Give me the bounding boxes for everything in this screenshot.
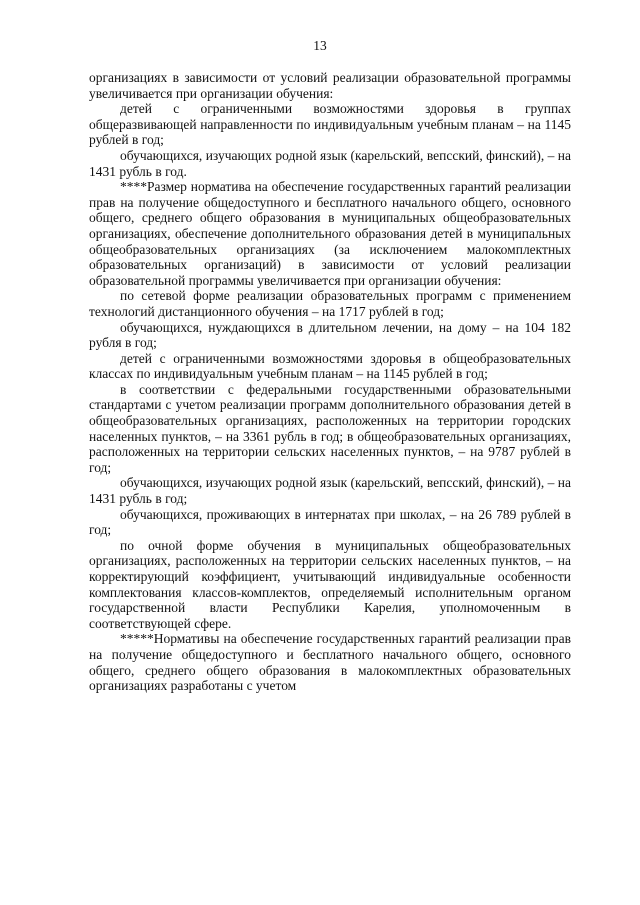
paragraph-boarding-schools: обучающихся, проживающих в интернатах при школах, – на 26 789 рублей в год;: [89, 506, 571, 538]
page-number: 13: [313, 38, 327, 53]
paragraph-footnote-4-stars: ****Размер норматива на обеспечение государственных гарантий реализации прав на получение общедоступного и бесплатного начального общего, основного общего, среднего общего образования в муниципальных общеобразовательных организациях, обеспечение дополнительного образования детей в муниципальных общеобразовательных организациях (за исключением малокомплектных образовательных организаций) в зависимости от условий реализации образовательной программы увеличивается при организации обучения:: [89, 179, 571, 288]
paragraph-home-schooling: обучающихся, нуждающихся в длительном лечении, на дому – на 104 182 рубля в год;: [89, 319, 571, 351]
paragraph-rural-coefficient: по очной форме обучения в муниципальных общеобразовательных организациях, расположенных на территории сельских населенных пунктов, – на корректирующий коэффициент, учитывающий индивидуальные особенности комплектования классов-комплектов, определяемый исполнительным органом государственной власти Республики Карелия, уполномоченным в соответствующей сфере.: [89, 537, 571, 631]
paragraph-distance-learning: по сетевой форме реализации образовательных программ с применением технологий дистанционного обучения – на 1717 рублей в год;: [89, 288, 571, 319]
document-body: [89, 70, 571, 694]
paragraph-limited-health-groups: детей с ограниченными возможностями здоровья в группах общеразвивающей направленности по индивидуальным учебным планам – на 1145 рублей в год;: [89, 101, 571, 148]
paragraph-continuation: организациях в зависимости от условий реализации образовательной программы увеличивается при организации обучения:: [89, 70, 571, 101]
paragraph-footnote-5-stars: *****Нормативы на обеспечение государственных гарантий реализации прав на получение общедоступного и бесплатного начального общего, основного общего, среднего общего образования в малокомплектных образовательных организациях разработаны с учетом: [89, 631, 571, 694]
paragraph-native-language-school: обучающихся, изучающих родной язык (карельский, вепсский, финский), – на 1431 рубль в год;: [89, 475, 571, 507]
paragraph-limited-health-classes: детей с ограниченными возможностями здоровья в общеобразовательных классах по индивидуальным учебным планам – на 1145 рублей в год;: [89, 350, 571, 382]
paragraph-fgos-standards: в соответствии с федеральными государственными образовательными стандартами с учетом реализации программ дополнительного образования детей в общеобразовательных организациях, расположенных на территории городских населенных пунктов, – на 3361 рубль в год; в общеобразовательных организациях, расположенных на территории сельских населенных пунктов, – на 9787 рублей в год;: [89, 381, 571, 475]
paragraph-native-language-preschool: обучающихся, изучающих родной язык (карельский, вепсский, финский), – на 1431 рубль в год.: [89, 147, 571, 179]
